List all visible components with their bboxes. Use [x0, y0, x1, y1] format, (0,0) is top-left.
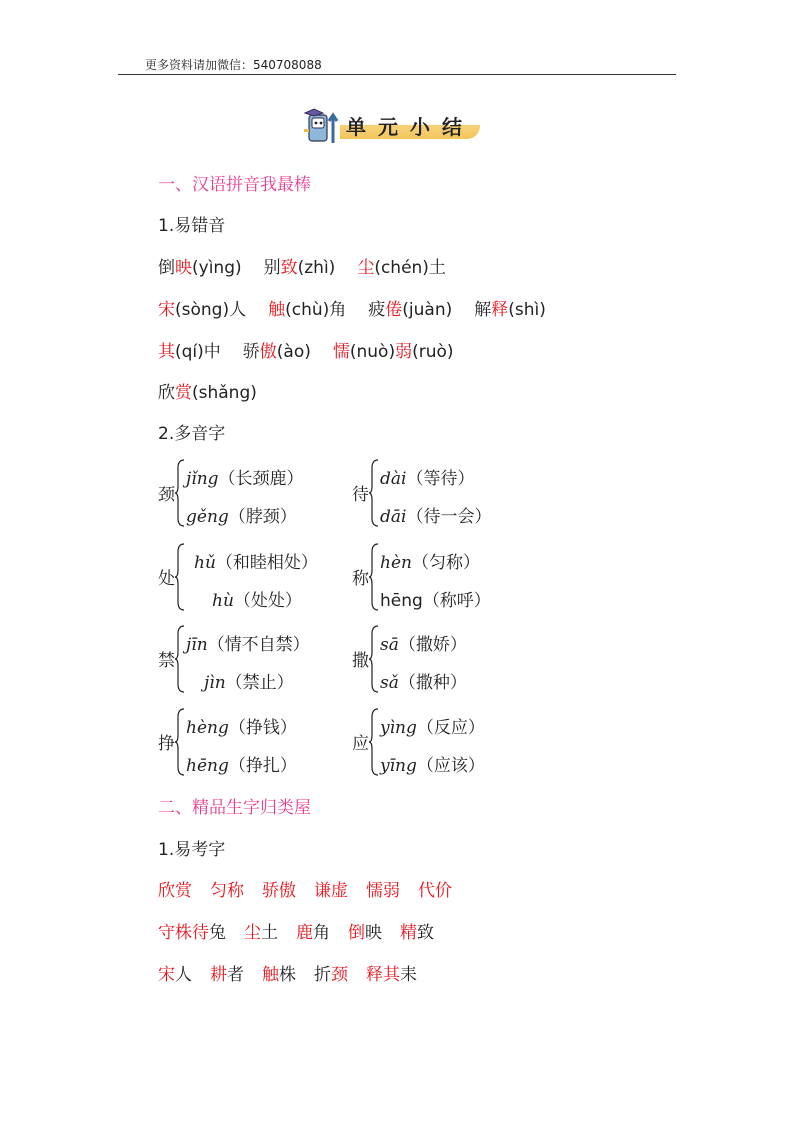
word-char: 折	[314, 965, 331, 985]
character-word	[366, 881, 400, 901]
example-word: （禁止）	[225, 673, 294, 693]
highlighted-char: 倒	[348, 923, 365, 943]
pinyin-text: (chén)土	[374, 258, 446, 278]
example-word: （挣扎）	[228, 756, 297, 776]
example-word: （称呼）	[422, 591, 491, 611]
highlighted-char: 宋	[158, 300, 175, 320]
pinyin-text: (qí)中	[175, 342, 221, 362]
polyphone-reading	[186, 464, 304, 489]
highlighted-char: 欣赏	[158, 881, 192, 901]
polyphone-reading	[212, 586, 302, 611]
character-word	[296, 923, 330, 943]
highlighted-char: 耕	[210, 965, 227, 985]
pinyin-text: sǎ	[380, 673, 399, 693]
example-word: （情不自禁）	[207, 635, 310, 655]
example-word: （脖颈）	[228, 507, 297, 527]
highlighted-char: 其	[158, 342, 175, 362]
polyphone-group	[158, 458, 338, 527]
polyphone-reading	[380, 668, 467, 693]
polyphone-reading	[380, 751, 485, 776]
highlighted-char: 匀称	[210, 881, 244, 901]
pinyin-text: (yìng)	[192, 258, 242, 278]
example-word: （待一会）	[406, 507, 492, 527]
polyphone-reading	[204, 668, 294, 693]
brace-icon	[174, 458, 186, 528]
word-char: 株	[279, 965, 296, 985]
pronunciation-word	[158, 300, 246, 320]
pronunciation-word	[243, 342, 311, 362]
example-word: （反应）	[416, 718, 485, 738]
highlighted-char: 尘	[244, 923, 261, 943]
section2-sub1: 1.易考字	[158, 840, 226, 860]
polyphone-char: 挣	[158, 734, 175, 754]
example-word: （匀称）	[411, 553, 480, 573]
pinyin-text: hǔ	[194, 553, 216, 573]
highlighted-char: 傲	[259, 342, 277, 362]
pinyin-text: jǐng	[186, 469, 219, 489]
polyphone-reading	[186, 751, 297, 776]
example-word: （挣钱）	[228, 718, 297, 738]
pronunciation-word	[158, 258, 242, 278]
highlighted-char: 触	[262, 965, 279, 985]
character-word	[314, 881, 348, 901]
character-word	[244, 923, 278, 943]
word-char: 疲	[368, 300, 386, 320]
word-char: 者	[227, 965, 244, 985]
pinyin-text: yìng	[380, 718, 417, 738]
pinyin-text: hēng	[186, 756, 229, 776]
polyphone-reading	[186, 502, 297, 527]
example-word: （处处）	[233, 591, 302, 611]
example-word: （等待）	[406, 469, 475, 489]
word-char: 别	[263, 258, 281, 278]
character-word	[314, 965, 348, 985]
pinyin-text: (zhì)	[297, 258, 336, 278]
word-char: 映	[365, 923, 382, 943]
brace-icon	[174, 707, 186, 777]
pronunciation-word	[333, 342, 454, 362]
word-char: 骄	[242, 342, 260, 362]
pronunciation-row	[158, 295, 568, 320]
example-word: （和睦相处）	[215, 553, 318, 573]
character-word	[262, 881, 296, 901]
highlighted-char: 骄傲	[262, 881, 296, 901]
pronunciation-word	[474, 300, 546, 320]
character-word	[366, 965, 417, 985]
pronunciation-word	[158, 342, 221, 362]
book-mascot-icon	[300, 107, 342, 147]
section1-sub1: 1.易错音	[158, 216, 226, 236]
character-word	[210, 881, 244, 901]
polyphone-char: 称	[352, 569, 369, 589]
character-word	[348, 923, 382, 943]
page-title: 单元小结	[346, 115, 474, 139]
character-word	[158, 881, 192, 901]
highlighted-char: 弱	[395, 342, 413, 362]
highlighted-char: 映	[175, 258, 192, 278]
character-word	[158, 923, 226, 943]
pronunciation-row	[158, 253, 468, 278]
pinyin-text: jīn	[186, 635, 208, 655]
word-char: 致	[417, 923, 434, 943]
highlighted-char: 代价	[418, 881, 452, 901]
word-char: 人	[175, 965, 192, 985]
brace-icon	[368, 624, 380, 694]
pronunciation-word	[264, 258, 336, 278]
pinyin-text: (shǎng)	[192, 383, 257, 403]
example-word: （应该）	[416, 756, 485, 776]
polyphone-reading	[186, 713, 297, 738]
character-word	[418, 881, 452, 901]
polyphone-reading	[380, 502, 491, 527]
pinyin-text: (sòng)人	[175, 300, 247, 320]
pinyin-text: sā	[380, 635, 399, 655]
pinyin-text: yīng	[380, 756, 417, 776]
highlighted-char: 宋	[158, 965, 175, 985]
character-word	[210, 965, 244, 985]
polyphone-char: 撒	[352, 651, 369, 671]
highlighted-char: 精	[400, 923, 417, 943]
pronunciation-word	[357, 258, 446, 278]
pinyin-text: hèn	[380, 553, 412, 573]
brace-icon	[174, 624, 186, 694]
pinyin-text: hēng	[380, 591, 423, 611]
section1-heading: 一、汉语拼音我最棒	[158, 175, 311, 195]
pinyin-text: (ào)	[276, 342, 311, 362]
polyphone-char: 处	[158, 569, 175, 589]
highlighted-char: 尘	[357, 258, 375, 278]
brace-icon	[174, 542, 186, 612]
highlighted-char: 颈	[331, 965, 348, 985]
character-word	[400, 923, 434, 943]
polyphone-group	[158, 624, 338, 693]
page-header: 更多资料请加微信：540708088	[145, 58, 322, 72]
character-word	[158, 965, 192, 985]
pronunciation-word	[368, 300, 452, 320]
highlighted-char: 鹿	[296, 923, 313, 943]
polyphone-reading	[380, 548, 480, 573]
pronunciation-row	[158, 337, 476, 362]
pinyin-text: dāi	[380, 507, 407, 527]
polyphone-group	[158, 707, 338, 776]
polyphone-reading	[380, 586, 491, 611]
polyphone-reading	[380, 630, 467, 655]
word-char: 倒	[158, 258, 175, 278]
section2-heading: 二、精品生字归类屋	[158, 798, 311, 818]
polyphone-group	[352, 542, 532, 611]
highlighted-char: 致	[280, 258, 298, 278]
brace-icon	[368, 707, 380, 777]
polyphone-char: 禁	[158, 651, 175, 671]
character-word	[262, 965, 296, 985]
character-row	[158, 876, 470, 901]
character-row	[158, 918, 452, 943]
polyphone-reading	[194, 548, 318, 573]
pinyin-text: (ruò)	[412, 342, 454, 362]
word-char: 解	[474, 300, 492, 320]
pinyin-text: jìn	[204, 673, 226, 693]
polyphone-group	[352, 707, 532, 776]
word-char: 欣	[158, 383, 175, 403]
pinyin-text: gěng	[186, 507, 229, 527]
highlighted-char: 倦	[385, 300, 403, 320]
pronunciation-row	[158, 378, 279, 403]
polyphone-reading	[186, 630, 310, 655]
highlighted-char: 守株待	[158, 923, 209, 943]
word-char: 耒	[400, 965, 417, 985]
highlighted-char: 释	[491, 300, 509, 320]
pinyin-text: (shì)	[508, 300, 546, 320]
section1-sub2: 2.多音字	[158, 424, 226, 444]
word-char: 兔	[209, 923, 226, 943]
pronunciation-word	[158, 383, 257, 403]
pinyin-text: (nuò)	[349, 342, 396, 362]
highlighted-char: 赏	[175, 383, 192, 403]
pinyin-text: (chù)角	[285, 300, 347, 320]
pinyin-text: (juàn)	[402, 300, 453, 320]
pinyin-text: dài	[380, 469, 407, 489]
polyphone-group	[352, 458, 532, 527]
polyphone-reading	[380, 464, 474, 489]
polyphone-char: 待	[352, 485, 369, 505]
pinyin-text: hù	[212, 591, 234, 611]
polyphone-group	[158, 542, 338, 611]
word-char: 土	[261, 923, 278, 943]
polyphone-reading	[380, 713, 485, 738]
polyphone-char: 颈	[158, 485, 175, 505]
pinyin-text: hèng	[186, 718, 229, 738]
word-char: 角	[313, 923, 330, 943]
example-word: （撒娇）	[398, 635, 467, 655]
header-divider	[118, 74, 676, 75]
polyphone-char: 应	[352, 734, 369, 754]
example-word: （撒种）	[398, 673, 467, 693]
character-row	[158, 960, 435, 985]
example-word: （长颈鹿）	[218, 469, 304, 489]
highlighted-char: 谦虚	[314, 881, 348, 901]
highlighted-char: 释其	[366, 965, 400, 985]
highlighted-char: 懦	[332, 342, 350, 362]
brace-icon	[368, 542, 380, 612]
brace-icon	[368, 458, 380, 528]
unit-title-banner	[300, 103, 500, 149]
highlighted-char: 懦弱	[366, 881, 400, 901]
highlighted-char: 触	[268, 300, 286, 320]
pronunciation-word	[268, 300, 346, 320]
polyphone-group	[352, 624, 532, 693]
